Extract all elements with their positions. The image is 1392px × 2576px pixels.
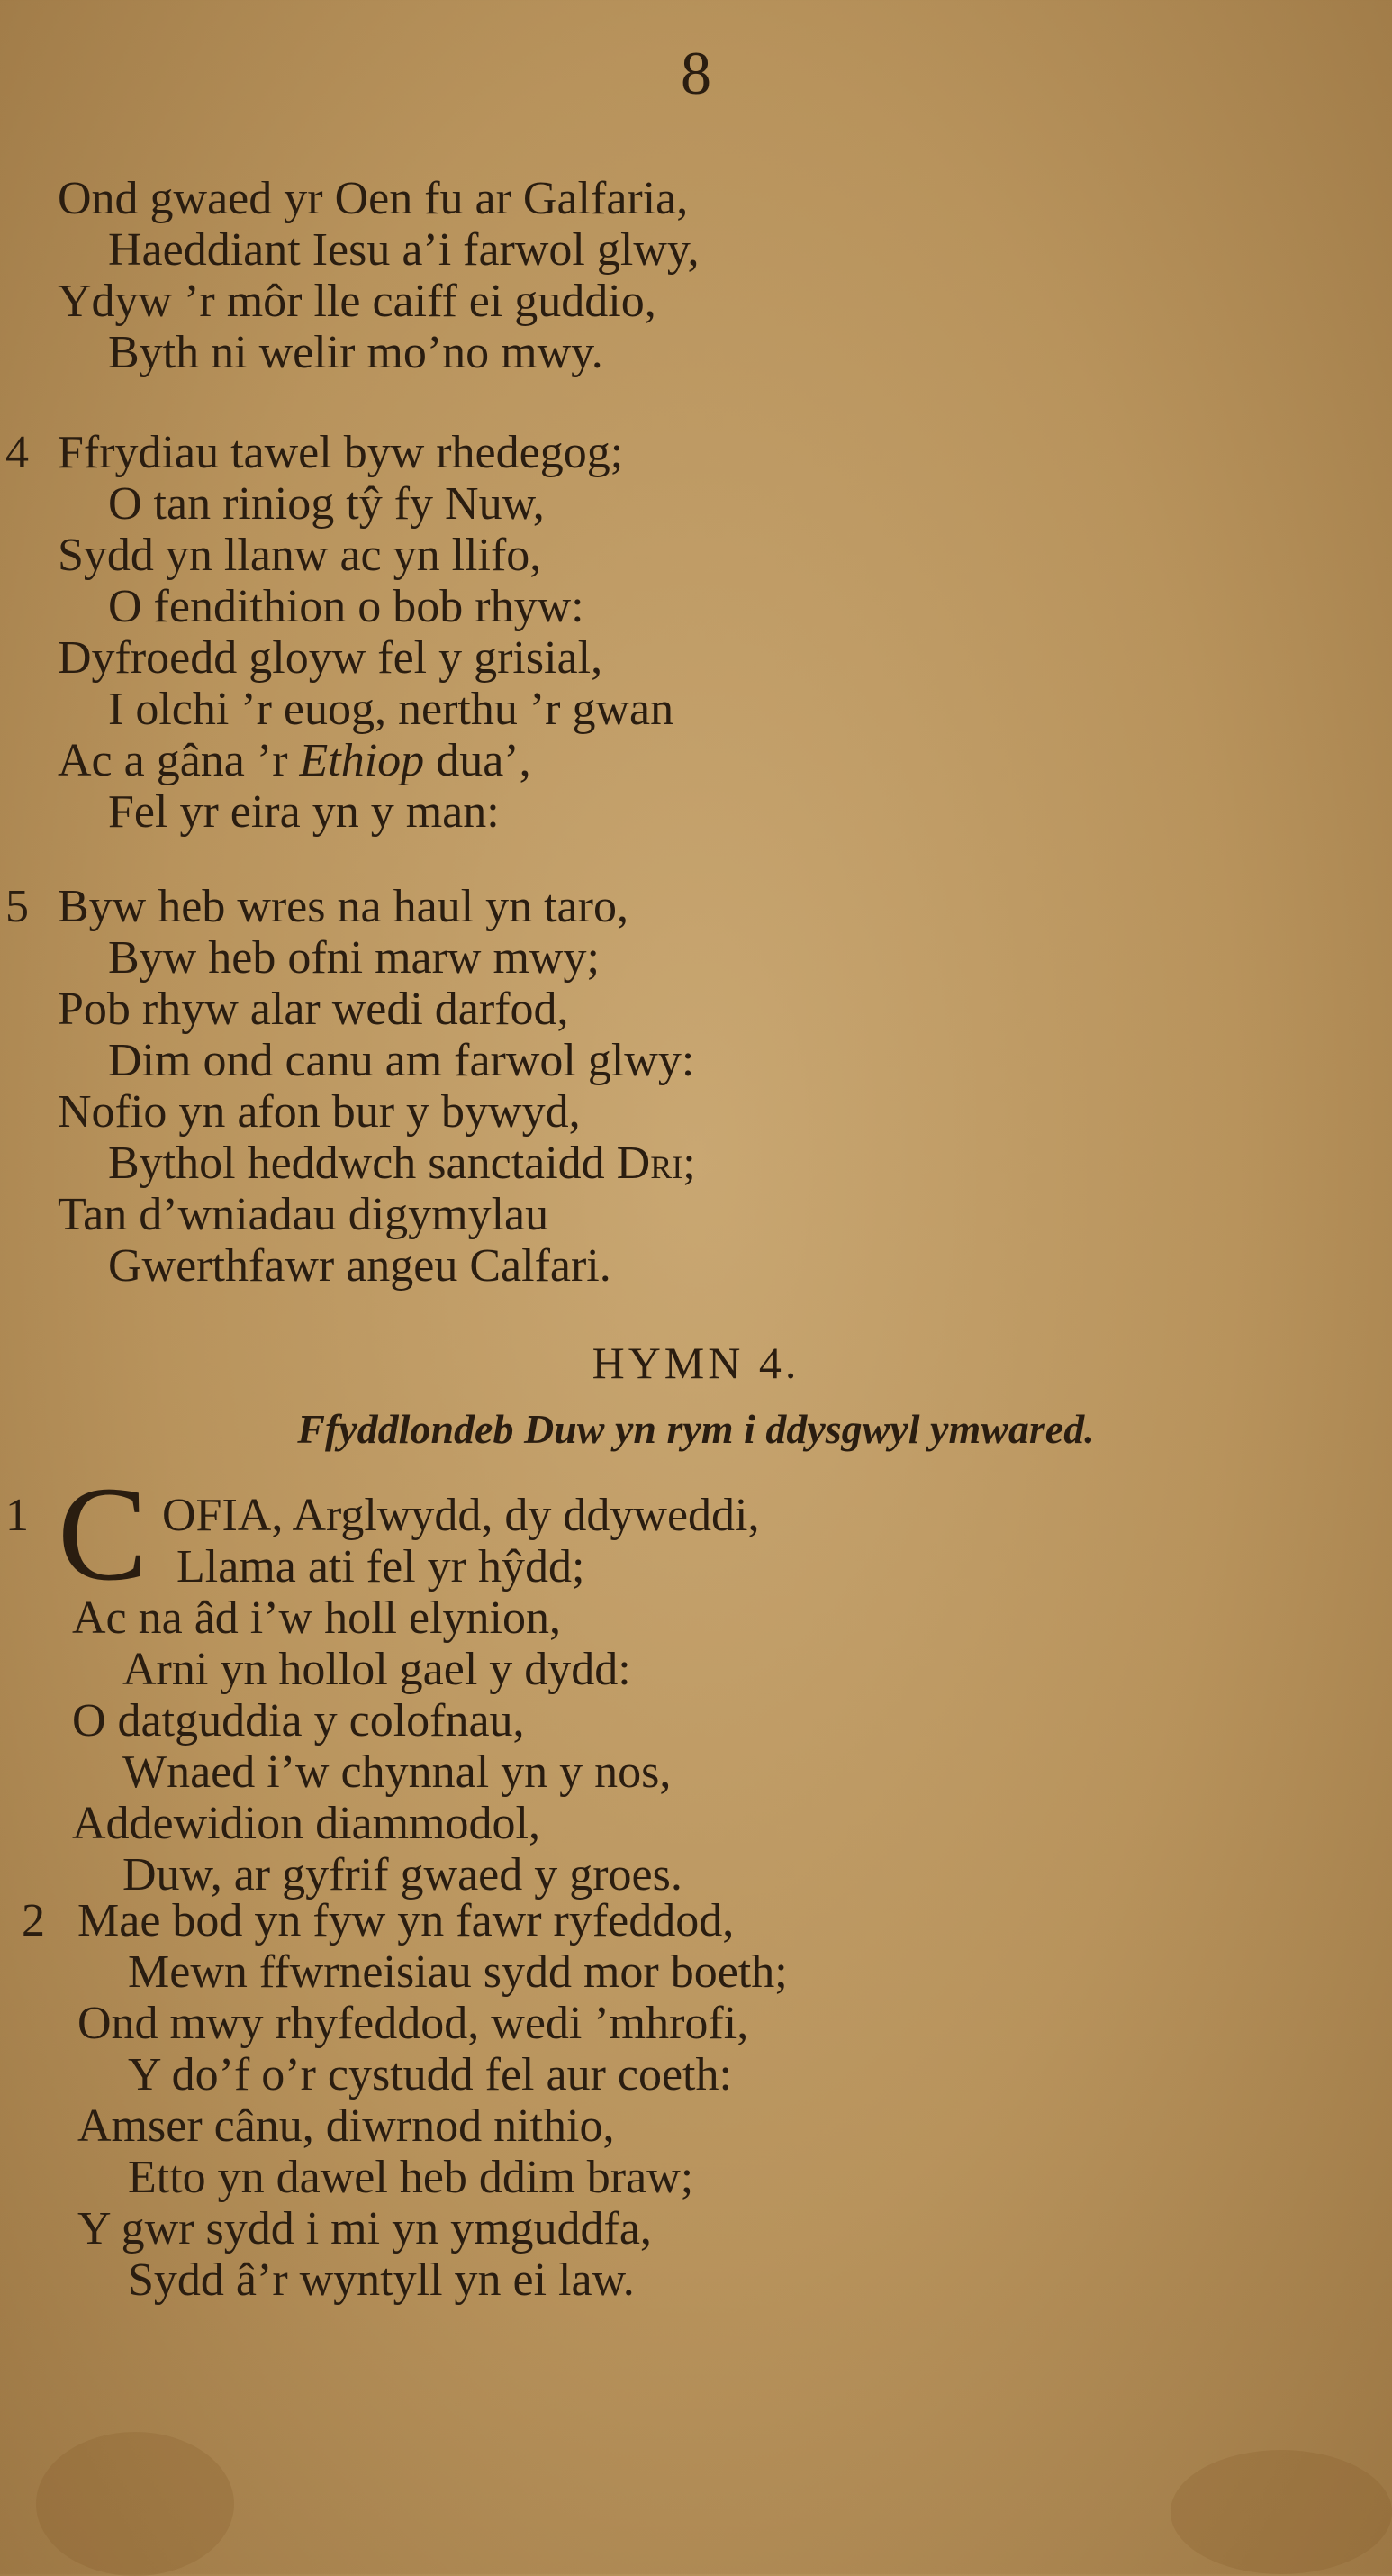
verse-line: O tan riniog tŷ fy Nuw, [108, 478, 545, 530]
verse-line: Arni yn hollol gael y dydd: [122, 1644, 631, 1695]
verse-line: O datguddia y colofnau, [72, 1695, 525, 1746]
stanza-continuation [0, 173, 1392, 378]
paper-stain [36, 2432, 234, 2576]
verse-line: Sydd â’r wyntyll yn ei law. [128, 2254, 635, 2306]
verse-line: Ond mwy rhyfeddod, wedi ’mhrofi, [77, 1998, 749, 2049]
stanza-number: 5 [5, 881, 29, 932]
verse-text: ; [682, 1138, 696, 1189]
paper-stain [1171, 2450, 1392, 2574]
verse-line: Gwerthfawr angeu Calfari. [108, 1240, 611, 1292]
verse-line: Amser cânu, diwrnod nithio, [77, 2100, 615, 2152]
verse-line: Ydyw ’r môr lle caiff ei guddio, [58, 276, 656, 327]
verse-text: dua’, [436, 735, 531, 786]
hymn-stanza-2 [0, 1895, 1392, 2306]
verse-line: Dim ond canu am farwol glwy: [108, 1035, 695, 1086]
small-caps-word: Dri [616, 1138, 683, 1189]
verse-line: Byw heb ofni marw mwy; [108, 932, 600, 984]
verse-line: Byth ni welir mo’no mwy. [108, 327, 603, 378]
hymn-stanza-1 [0, 1490, 1392, 1900]
verse-line: Ac na âd i’w holl elynion, [72, 1592, 561, 1644]
stanza-number: 4 [5, 427, 29, 478]
verse-line: Ffrydiau tawel byw rhedegog; [58, 427, 624, 478]
verse-line [0, 735, 1392, 786]
stanza-number: 2 [22, 1895, 45, 1946]
verse-line: Sydd yn llanw ac yn llifo, [58, 530, 542, 581]
verse-line: Ond gwaed yr Oen fu ar Galfaria, [58, 173, 689, 224]
stanza-4 [0, 427, 1392, 838]
verse-line: Y gwr sydd i mi yn ymguddfa, [77, 2203, 652, 2254]
verse-line: Addewidion diammodol, [72, 1798, 540, 1849]
verse-text: Ac a gâna ’r [58, 735, 288, 786]
verse-line: Duw, ar gyfrif gwaed y groes. [122, 1849, 682, 1900]
verse-line: Mae bod yn fyw yn fawr ryfeddod, [77, 1895, 735, 1946]
verse-line: Mewn ffwrneisiau sydd mor boeth; [128, 1946, 788, 1998]
hymn-subtitle: Ffyddlondeb Duw yn rym i ddysgwyl ymwared. [297, 1406, 1095, 1452]
verse-line: Byw heb wres na haul yn taro, [58, 881, 628, 932]
verse-line: Etto yn dawel heb ddim braw; [128, 2152, 694, 2203]
stanza-5 [0, 881, 1392, 1292]
verse-line: Pob rhyw alar wedi darfod, [58, 984, 569, 1035]
hymn-title: HYMN 4. [592, 1338, 800, 1388]
verse-line: Nofio yn afon bur y bywyd, [58, 1086, 581, 1138]
verse-line [0, 1138, 1392, 1189]
verse-line: O fendithion o bob rhyw: [108, 581, 584, 632]
verse-line: Tan d’wniadau digymylau [58, 1189, 549, 1240]
italic-word: Ethiop [299, 735, 425, 786]
drop-cap: C [58, 1459, 149, 1609]
verse-text: Bythol heddwch sanctaidd [108, 1138, 605, 1189]
verse-line: Fel yr eira yn y man: [108, 786, 500, 838]
verse-line: Llama ati fel yr hŷdd; [176, 1541, 585, 1592]
verse-line: Y do’f o’r cystudd fel aur coeth: [128, 2049, 732, 2100]
verse-line: Dyfroedd gloyw fel y grisial, [58, 632, 603, 684]
page-number: 8 [681, 39, 711, 107]
verse-line: OFIA, Arglwydd, dy ddyweddi, [162, 1490, 760, 1541]
stanza-number: 1 [5, 1490, 29, 1541]
verse-line: I olchi ’r euog, nerthu ’r gwan [108, 684, 674, 735]
verse-line: Haeddiant Iesu a’i farwol glwy, [108, 224, 700, 276]
verse-line: Wnaed i’w chynnal yn y nos, [122, 1746, 672, 1798]
